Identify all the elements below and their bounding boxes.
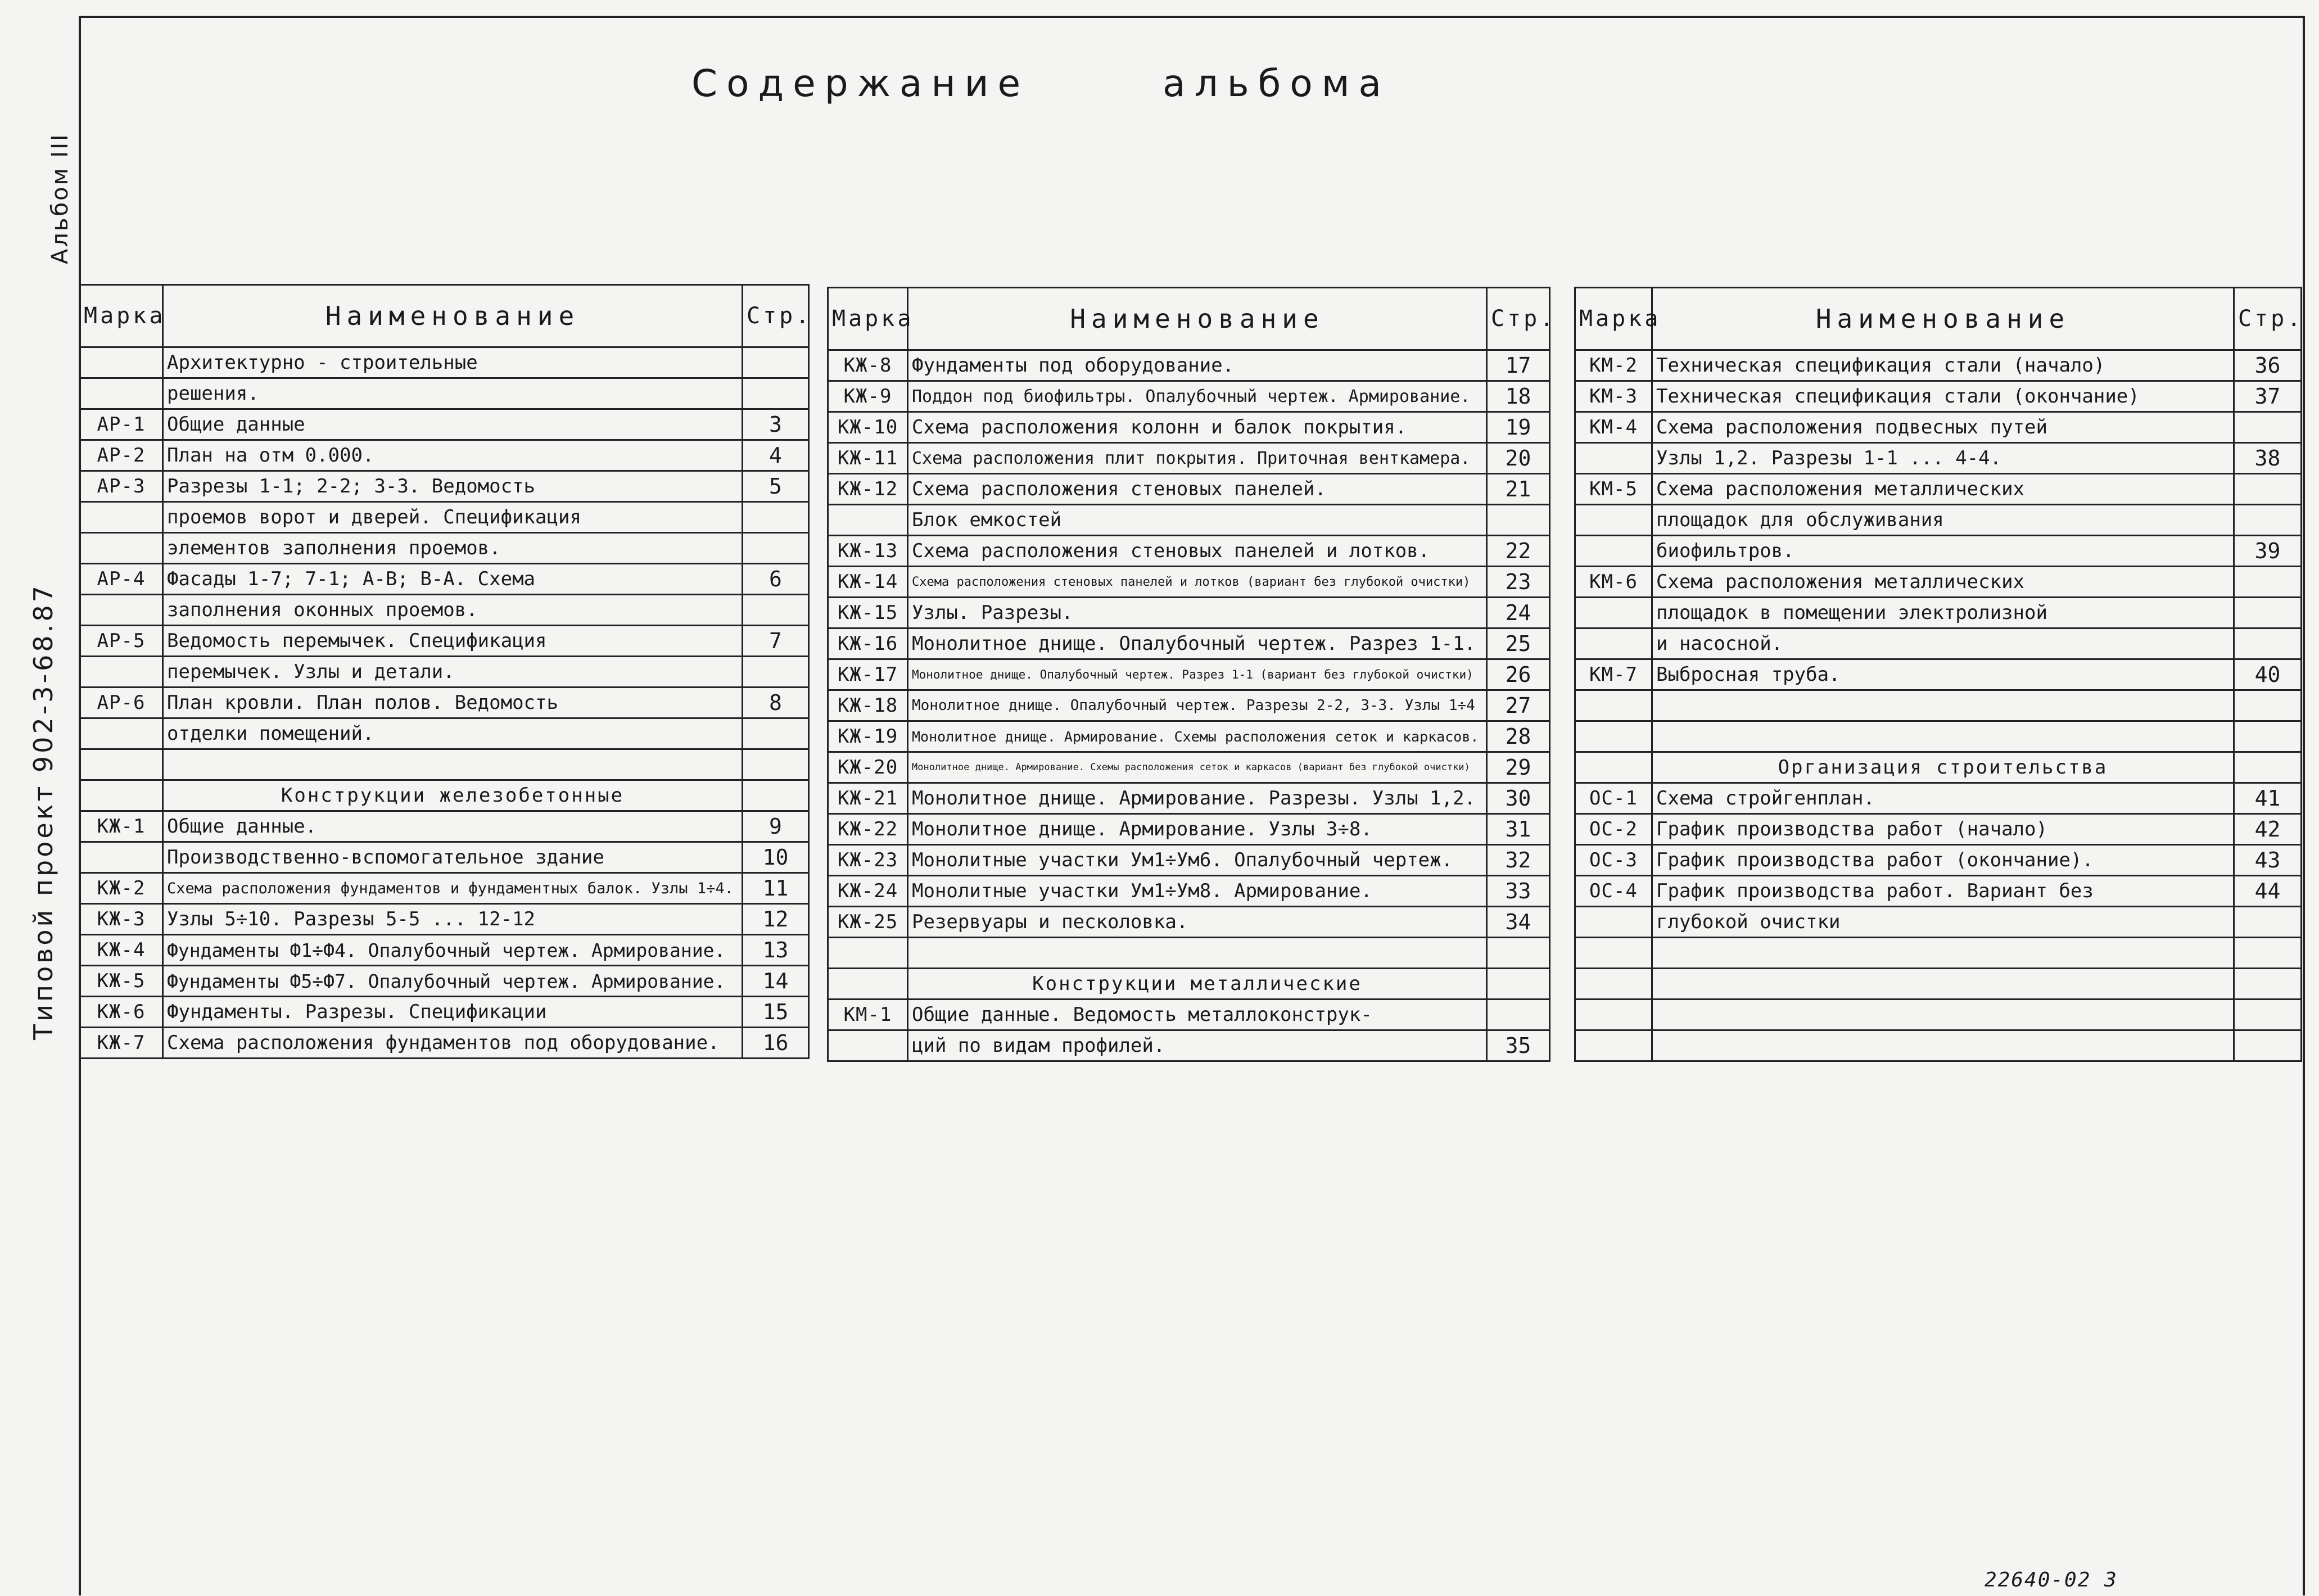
row-page-cell: 14	[743, 966, 809, 997]
row-page-cell	[743, 533, 809, 564]
row-name-cell: Схема расположения стеновых панелей.	[908, 474, 1487, 505]
table-row	[828, 1000, 1550, 1030]
row-page-cell	[2234, 598, 2302, 629]
row-page-cell: 10	[743, 842, 809, 873]
table-row	[1575, 443, 2302, 474]
row-page-cell: 39	[2234, 536, 2302, 567]
row-page-cell: 30	[1487, 783, 1550, 814]
row-page-cell: 20	[1487, 443, 1550, 474]
table-row	[1575, 474, 2302, 505]
header-mark: Марка	[828, 288, 908, 350]
row-name-cell: Монолитное днище. Армирование. Схемы расположения сеток и каркасов.	[908, 721, 1487, 752]
row-name-cell: Резервуары и песколовка.	[908, 907, 1487, 938]
row-name-cell: Схема расположения плит покрытия. Приточная венткамера.	[908, 443, 1487, 474]
row-page-cell	[2234, 752, 2302, 783]
row-name-cell	[1652, 938, 2234, 969]
row-page-cell	[743, 718, 809, 749]
row-mark-cell	[1575, 907, 1652, 938]
row-mark-cell: КЖ-21	[828, 783, 908, 814]
row-page-cell	[743, 595, 809, 626]
table-header-row	[1575, 288, 2302, 350]
row-mark-cell: КЖ-2	[80, 873, 163, 904]
row-name-cell: Схема стройгенплан.	[1652, 783, 2234, 814]
table-row	[1575, 505, 2302, 536]
row-mark-cell: ОС-2	[1575, 814, 1652, 845]
row-name-cell: Монолитное днище. Армирование. Узлы 3÷8.	[908, 814, 1487, 845]
row-mark-cell	[80, 657, 163, 688]
row-page-cell: 25	[1487, 629, 1550, 659]
row-page-cell: 19	[1487, 412, 1550, 443]
row-name-cell: Монолитное днище. Опалубочный чертеж. Разрез 1-1.	[908, 629, 1487, 659]
contents-table-1	[79, 284, 810, 1059]
row-page-cell	[2234, 629, 2302, 659]
row-page-cell	[2234, 721, 2302, 752]
row-page-cell: 41	[2234, 783, 2302, 814]
row-mark-cell	[1575, 1000, 1652, 1030]
table-row	[80, 347, 809, 378]
row-page-cell: 3	[743, 409, 809, 440]
row-mark-cell: КМ-7	[1575, 659, 1652, 690]
row-mark-cell: АР-4	[80, 564, 163, 595]
table-row	[1575, 814, 2302, 845]
row-mark-cell: КЖ-23	[828, 845, 908, 876]
row-mark-cell: ОС-1	[1575, 783, 1652, 814]
table-row	[828, 350, 1550, 381]
row-mark-cell: КЖ-14	[828, 567, 908, 598]
row-page-cell	[2234, 938, 2302, 969]
row-page-cell	[2234, 505, 2302, 536]
table-row	[80, 564, 809, 595]
row-name-cell: проемов ворот и дверей. Спецификация	[163, 502, 743, 533]
header-page: Стр.	[743, 285, 809, 347]
row-mark-cell	[1575, 536, 1652, 567]
row-mark-cell: КЖ-24	[828, 876, 908, 907]
table-row	[1575, 876, 2302, 907]
row-page-cell: 34	[1487, 907, 1550, 938]
row-name-cell	[1652, 969, 2234, 1000]
table-row	[80, 409, 809, 440]
row-page-cell	[1487, 938, 1550, 969]
row-name-cell	[1652, 690, 2234, 721]
row-page-cell: 32	[1487, 845, 1550, 876]
header-page: Стр.	[2234, 288, 2302, 350]
row-name-cell: отделки помещений.	[163, 718, 743, 749]
row-mark-cell: КЖ-16	[828, 629, 908, 659]
row-name-cell: Техническая спецификация стали (начало)	[1652, 350, 2234, 381]
table-row	[80, 780, 809, 811]
table-row	[828, 814, 1550, 845]
row-page-cell	[1487, 1000, 1550, 1030]
row-mark-cell	[1575, 938, 1652, 969]
table-row	[80, 626, 809, 657]
header-name: Наименование	[163, 285, 743, 347]
row-name-cell: Блок емкостей	[908, 505, 1487, 536]
table-row	[828, 412, 1550, 443]
row-page-cell: 44	[2234, 876, 2302, 907]
row-page-cell: 26	[1487, 659, 1550, 690]
row-mark-cell	[1575, 1030, 1652, 1061]
row-name-cell: и насосной.	[1652, 629, 2234, 659]
table-row	[1575, 536, 2302, 567]
row-name-cell: Монолитное днище. Опалубочный чертеж. Разрезы 2-2, 3-3. Узлы 1÷4	[908, 690, 1487, 721]
row-mark-cell	[80, 718, 163, 749]
row-mark-cell: КЖ-18	[828, 690, 908, 721]
row-page-cell: 38	[2234, 443, 2302, 474]
row-mark-cell: КЖ-9	[828, 381, 908, 412]
header-mark: Марка	[1575, 288, 1652, 350]
row-name-cell: Узлы 5÷10. Разрезы 5-5 ... 12-12	[163, 904, 743, 935]
sheet-stamp: 22640-02 3	[1985, 1568, 2118, 1592]
row-page-cell	[743, 502, 809, 533]
row-mark-cell: КЖ-5	[80, 966, 163, 997]
row-mark-cell: ОС-3	[1575, 845, 1652, 876]
table-row	[80, 595, 809, 626]
table-row	[1575, 567, 2302, 598]
table-row	[1575, 381, 2302, 412]
row-name-cell: Архитектурно - строительные	[163, 347, 743, 378]
table-row	[828, 659, 1550, 690]
row-mark-cell: КМ-5	[1575, 474, 1652, 505]
row-mark-cell	[1575, 752, 1652, 783]
row-name-cell: Схема расположения стеновых панелей и лотков.	[908, 536, 1487, 567]
table-row	[1575, 629, 2302, 659]
row-mark-cell: КМ-1	[828, 1000, 908, 1030]
row-page-cell: 4	[743, 440, 809, 471]
row-page-cell: 31	[1487, 814, 1550, 845]
row-mark-cell	[1575, 598, 1652, 629]
row-page-cell: 23	[1487, 567, 1550, 598]
row-mark-cell: КЖ-13	[828, 536, 908, 567]
row-mark-cell	[80, 749, 163, 780]
row-name-cell: Поддон под биофильтры. Опалубочный чертеж. Армирование.	[908, 381, 1487, 412]
table-row	[80, 904, 809, 935]
row-page-cell: 42	[2234, 814, 2302, 845]
row-page-cell: 17	[1487, 350, 1550, 381]
row-mark-cell: АР-6	[80, 688, 163, 718]
row-mark-cell	[828, 1030, 908, 1061]
row-mark-cell	[80, 780, 163, 811]
row-mark-cell: АР-5	[80, 626, 163, 657]
row-page-cell: 7	[743, 626, 809, 657]
table-row	[80, 842, 809, 873]
row-mark-cell	[80, 347, 163, 378]
table-row	[80, 533, 809, 564]
row-name-cell: Ведомость перемычек. Спецификация	[163, 626, 743, 657]
header-mark: Марка	[80, 285, 163, 347]
row-name-cell: Общие данные	[163, 409, 743, 440]
table-row	[80, 935, 809, 966]
row-page-cell: 43	[2234, 845, 2302, 876]
row-page-cell: 24	[1487, 598, 1550, 629]
row-name-cell: биофильтров.	[1652, 536, 2234, 567]
row-mark-cell	[1575, 629, 1652, 659]
row-name-cell: Схема расположения металлических	[1652, 567, 2234, 598]
table-row	[828, 752, 1550, 783]
table-header-row	[828, 288, 1550, 350]
row-mark-cell: КЖ-22	[828, 814, 908, 845]
row-mark-cell: КЖ-25	[828, 907, 908, 938]
table-row	[828, 876, 1550, 907]
row-name-cell: Фундаменты Ф1÷Ф4. Опалубочный чертеж. Армирование.	[163, 935, 743, 966]
row-page-cell	[2234, 969, 2302, 1000]
row-name-cell	[1652, 1000, 2234, 1030]
album-label-text: Альбом III	[47, 133, 73, 264]
row-name-cell: План на отм 0.000.	[163, 440, 743, 471]
row-page-cell	[743, 378, 809, 409]
row-mark-cell: КЖ-20	[828, 752, 908, 783]
title-word-2: альбома	[1163, 62, 1390, 105]
table-row	[80, 997, 809, 1028]
row-page-cell: 15	[743, 997, 809, 1028]
row-name-cell: План кровли. План полов. Ведомость	[163, 688, 743, 718]
table-header-row	[80, 285, 809, 347]
row-page-cell	[2234, 412, 2302, 443]
row-mark-cell	[1575, 505, 1652, 536]
row-mark-cell	[828, 505, 908, 536]
table-row	[80, 502, 809, 533]
row-name-cell: Конструкции железобетонные	[163, 780, 743, 811]
row-name-cell	[1652, 721, 2234, 752]
row-page-cell: 5	[743, 471, 809, 502]
row-mark-cell: КЖ-10	[828, 412, 908, 443]
table-row	[80, 471, 809, 502]
row-page-cell: 27	[1487, 690, 1550, 721]
row-mark-cell: КМ-2	[1575, 350, 1652, 381]
row-page-cell	[743, 780, 809, 811]
row-page-cell: 18	[1487, 381, 1550, 412]
row-name-cell: Фундаменты. Разрезы. Спецификации	[163, 997, 743, 1028]
table-row	[1575, 783, 2302, 814]
table-row	[828, 845, 1550, 876]
row-mark-cell: ОС-4	[1575, 876, 1652, 907]
table-row	[80, 688, 809, 718]
row-mark-cell	[1575, 721, 1652, 752]
row-name-cell: Схема расположения металлических	[1652, 474, 2234, 505]
row-page-cell: 21	[1487, 474, 1550, 505]
row-name-cell: заполнения оконных проемов.	[163, 595, 743, 626]
row-page-cell: 12	[743, 904, 809, 935]
row-name-cell: График производства работ (окончание).	[1652, 845, 2234, 876]
row-name-cell: График производства работ (начало)	[1652, 814, 2234, 845]
row-page-cell: 11	[743, 873, 809, 904]
row-page-cell: 35	[1487, 1030, 1550, 1061]
row-page-cell	[743, 347, 809, 378]
table-row	[1575, 1000, 2302, 1030]
table-row	[1575, 752, 2302, 783]
row-page-cell: 9	[743, 811, 809, 842]
row-page-cell	[2234, 1000, 2302, 1030]
row-page-cell: 16	[743, 1028, 809, 1059]
contents-table-2	[827, 287, 1557, 1062]
row-page-cell: 28	[1487, 721, 1550, 752]
table-row	[1575, 598, 2302, 629]
row-mark-cell: АР-2	[80, 440, 163, 471]
row-name-cell: График производства работ. Вариант без	[1652, 876, 2234, 907]
row-mark-cell: КМ-4	[1575, 412, 1652, 443]
table-row	[828, 567, 1550, 598]
table-row	[1575, 969, 2302, 1000]
table-row	[80, 966, 809, 997]
row-name-cell: перемычек. Узлы и детали.	[163, 657, 743, 688]
contents-table-3	[1574, 287, 2302, 1062]
row-page-cell	[2234, 567, 2302, 598]
title-word-1: Содержание	[691, 62, 1030, 105]
row-page-cell	[743, 657, 809, 688]
table-row	[1575, 659, 2302, 690]
table-row	[1575, 938, 2302, 969]
table-row	[828, 598, 1550, 629]
project-label-text: Типовой проект 902-3-68.87	[28, 583, 58, 1040]
row-page-cell	[2234, 907, 2302, 938]
row-name-cell: Монолитное днище. Армирование. Схемы расположения сеток и каркасов (вариант без глубокой очистки)	[908, 752, 1487, 783]
row-name-cell: Схема расположения подвесных путей	[1652, 412, 2234, 443]
row-name-cell: Схема расположения фундаментов под оборудование.	[163, 1028, 743, 1059]
row-mark-cell	[80, 842, 163, 873]
table-row	[80, 1028, 809, 1059]
table-row	[828, 938, 1550, 969]
header-page: Стр.	[1487, 288, 1550, 350]
row-name-cell	[163, 749, 743, 780]
table-row	[828, 690, 1550, 721]
row-name-cell: ций по видам профилей.	[908, 1030, 1487, 1061]
row-name-cell: Общие данные. Ведомость металлоконструк-	[908, 1000, 1487, 1030]
table-row	[80, 811, 809, 842]
table-row	[1575, 845, 2302, 876]
table-row	[828, 536, 1550, 567]
row-name-cell: элементов заполнения проемов.	[163, 533, 743, 564]
row-name-cell: Организация строительства	[1652, 752, 2234, 783]
table-row	[828, 381, 1550, 412]
table-row	[828, 629, 1550, 659]
row-page-cell	[1487, 969, 1550, 1000]
row-name-cell: Разрезы 1-1; 2-2; 3-3. Ведомость	[163, 471, 743, 502]
row-name-cell: Производственно-вспомогательное здание	[163, 842, 743, 873]
row-name-cell: Схема расположения колонн и балок покрытия.	[908, 412, 1487, 443]
row-mark-cell: КМ-6	[1575, 567, 1652, 598]
row-mark-cell: КМ-3	[1575, 381, 1652, 412]
row-mark-cell	[80, 533, 163, 564]
row-mark-cell	[828, 969, 908, 1000]
table-row	[80, 378, 809, 409]
row-name-cell	[1652, 1030, 2234, 1061]
row-mark-cell	[828, 938, 908, 969]
row-name-cell	[908, 938, 1487, 969]
row-mark-cell: КЖ-8	[828, 350, 908, 381]
row-name-cell: площадок в помещении электролизной	[1652, 598, 2234, 629]
row-mark-cell: КЖ-19	[828, 721, 908, 752]
table-row	[1575, 412, 2302, 443]
row-name-cell: Фундаменты под оборудование.	[908, 350, 1487, 381]
page-title	[691, 62, 1422, 112]
row-name-cell: Фундаменты Ф5÷Ф7. Опалубочный чертеж. Армирование.	[163, 966, 743, 997]
header-name: Наименование	[908, 288, 1487, 350]
row-page-cell: 40	[2234, 659, 2302, 690]
table-row	[80, 718, 809, 749]
table-row	[80, 657, 809, 688]
row-name-cell: Конструкции металлические	[908, 969, 1487, 1000]
table-row	[828, 443, 1550, 474]
row-name-cell: Фасады 1-7; 7-1; А-В; В-А. Схема	[163, 564, 743, 595]
row-mark-cell: КЖ-17	[828, 659, 908, 690]
table-row	[1575, 907, 2302, 938]
row-page-cell	[2234, 474, 2302, 505]
project-side-label	[17, 583, 62, 1040]
table-row	[828, 969, 1550, 1000]
row-name-cell: глубокой очистки	[1652, 907, 2234, 938]
row-name-cell: решения.	[163, 378, 743, 409]
row-mark-cell: КЖ-4	[80, 935, 163, 966]
row-mark-cell	[1575, 969, 1652, 1000]
row-name-cell: Общие данные.	[163, 811, 743, 842]
row-name-cell: Монолитные участки Ум1÷Ум6. Опалубочный чертеж.	[908, 845, 1487, 876]
row-mark-cell: КЖ-12	[828, 474, 908, 505]
row-mark-cell	[80, 502, 163, 533]
row-name-cell: Монолитное днище. Опалубочный чертеж. Разрез 1-1 (вариант без глубокой очистки)	[908, 659, 1487, 690]
row-page-cell	[2234, 690, 2302, 721]
row-mark-cell: КЖ-6	[80, 997, 163, 1028]
row-name-cell: Техническая спецификация стали (окончание)	[1652, 381, 2234, 412]
table-row	[1575, 690, 2302, 721]
row-page-cell	[1487, 505, 1550, 536]
row-mark-cell: КЖ-1	[80, 811, 163, 842]
row-name-cell: Узлы. Разрезы.	[908, 598, 1487, 629]
row-mark-cell: КЖ-15	[828, 598, 908, 629]
table-row	[828, 907, 1550, 938]
row-mark-cell: КЖ-7	[80, 1028, 163, 1059]
row-mark-cell: КЖ-11	[828, 443, 908, 474]
table-row	[828, 783, 1550, 814]
row-page-cell: 13	[743, 935, 809, 966]
row-name-cell: Узлы 1,2. Разрезы 1-1 ... 4-4.	[1652, 443, 2234, 474]
table-row	[80, 749, 809, 780]
table-row	[80, 440, 809, 471]
table-row	[828, 1030, 1550, 1061]
row-mark-cell: АР-1	[80, 409, 163, 440]
row-page-cell	[743, 749, 809, 780]
album-side-label	[37, 129, 82, 264]
row-page-cell: 36	[2234, 350, 2302, 381]
row-page-cell: 29	[1487, 752, 1550, 783]
row-name-cell: Монолитное днище. Армирование. Разрезы. Узлы 1,2.	[908, 783, 1487, 814]
row-name-cell: Выбросная труба.	[1652, 659, 2234, 690]
row-page-cell: 6	[743, 564, 809, 595]
table-row	[1575, 1030, 2302, 1061]
row-mark-cell: АР-3	[80, 471, 163, 502]
table-row	[828, 721, 1550, 752]
header-name: Наименование	[1652, 288, 2234, 350]
row-page-cell: 8	[743, 688, 809, 718]
row-name-cell: Схема расположения фундаментов и фундаментных балок. Узлы 1÷4.	[163, 873, 743, 904]
table-row	[1575, 350, 2302, 381]
row-name-cell: площадок для обслуживания	[1652, 505, 2234, 536]
row-mark-cell	[80, 378, 163, 409]
table-row	[80, 873, 809, 904]
row-mark-cell	[1575, 443, 1652, 474]
row-page-cell: 37	[2234, 381, 2302, 412]
row-page-cell: 22	[1487, 536, 1550, 567]
row-page-cell	[2234, 1030, 2302, 1061]
row-mark-cell: КЖ-3	[80, 904, 163, 935]
table-row	[828, 505, 1550, 536]
row-name-cell: Монолитные участки Ум1÷Ум8. Армирование.	[908, 876, 1487, 907]
row-page-cell: 33	[1487, 876, 1550, 907]
row-mark-cell	[80, 595, 163, 626]
row-mark-cell	[1575, 690, 1652, 721]
table-row	[1575, 721, 2302, 752]
row-name-cell: Схема расположения стеновых панелей и лотков (вариант без глубокой очистки)	[908, 567, 1487, 598]
table-row	[828, 474, 1550, 505]
